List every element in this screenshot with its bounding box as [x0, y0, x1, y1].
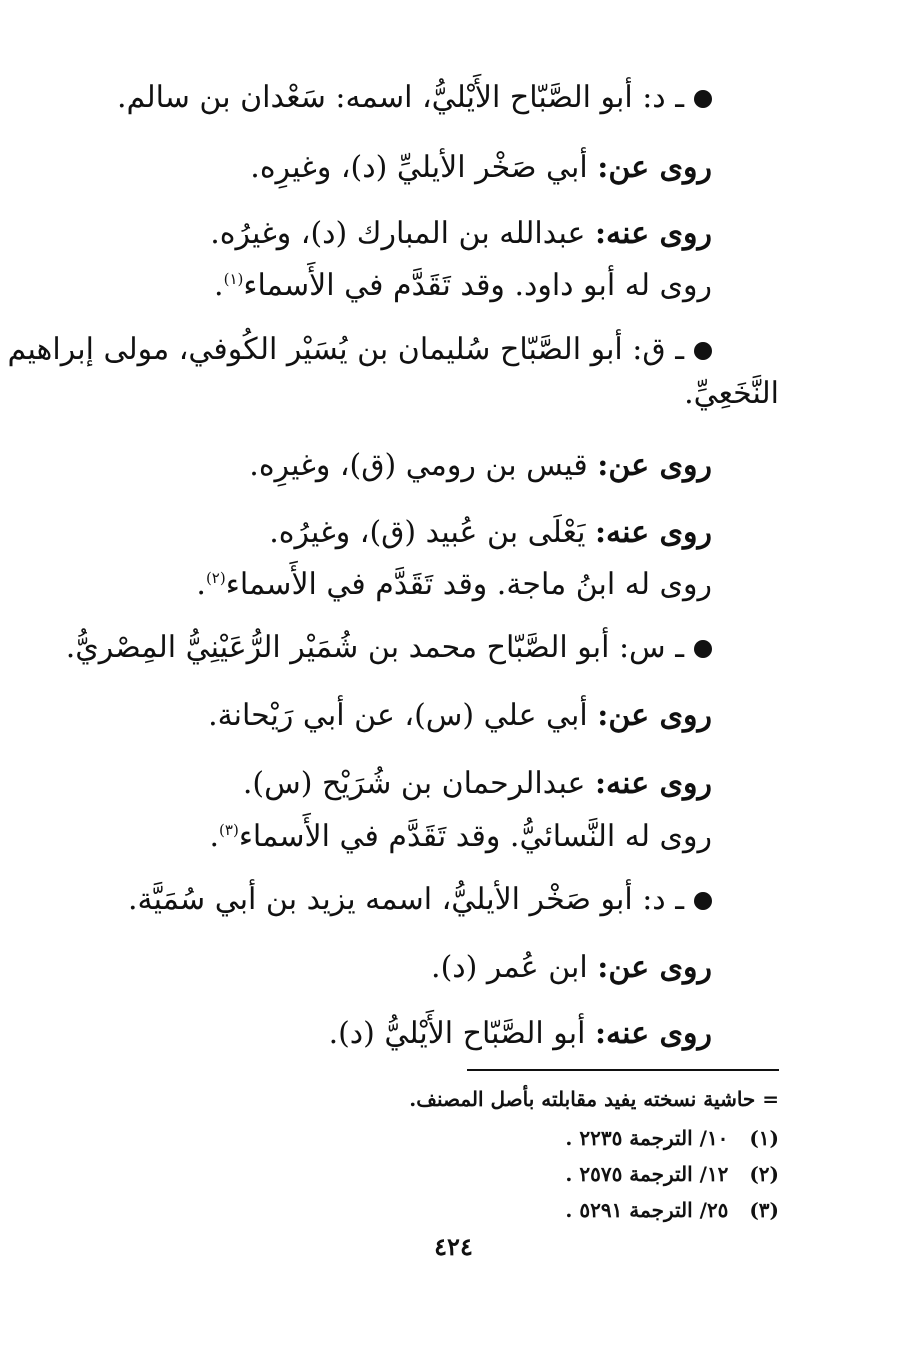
- entry-3-riwaya-anhu: روى عنه: عبدالرحمان بن شُرَيْح (س).: [242, 766, 712, 801]
- footnote-ref[interactable]: (٣): [219, 821, 239, 839]
- entry-1-heading: ـ د: أبو الصَّبّاح الأَيْليُّ، اسمه: سَعْدان بن سالم.: [117, 76, 712, 120]
- entry-2-note: روى له ابنُ ماجة. وقد تَقَدَّم في الأَسماء$^{(٢)}$.: [196, 567, 712, 602]
- footnote-ref[interactable]: (١): [223, 270, 244, 288]
- entry-4-heading: ـ د: أبو صَخْر الأيليُّ، اسمه يزيد بن أبي سُمَيَّة.: [128, 878, 712, 922]
- footnote-ref[interactable]: (٢): [205, 569, 226, 587]
- entry-2-riwaya-an: روى عن: قيس بن رومي (ق)، وغيرِه.: [249, 448, 712, 483]
- entry-2-heading-cont: النَّخَعِيِّ.: [684, 376, 779, 411]
- bullet-icon: [694, 640, 712, 658]
- entry-3-riwaya-an: روى عن: أبي علي (س)، عن أبي رَيْحانة.: [208, 698, 712, 733]
- entry-4-riwaya-anhu: روى عنه: أبو الصَّبّاح الأَيْليُّ (د).: [328, 1016, 712, 1051]
- bullet-icon: [694, 892, 712, 910]
- footnote-divider: [467, 1069, 779, 1071]
- page-number: ٤٢٤: [434, 1232, 473, 1261]
- entry-4-riwaya-an: روى عن: ابن عُمر (د).: [431, 950, 712, 985]
- footnote-item: (٣) ٢٥/ الترجمة ٥٢٩١ .: [565, 1198, 779, 1222]
- footnote-item: (١) ١٠/ الترجمة ٢٢٣٥ .: [565, 1126, 779, 1150]
- entry-2-riwaya-anhu: روى عنه: يَعْلَى بن عُبيد (ق)، وغيرُه.: [269, 515, 712, 550]
- footnote-item: (٢) ١٢/ الترجمة ٢٥٧٥ .: [565, 1162, 779, 1186]
- entry-1-note: روى له أبو داود. وقد تَقَدَّم في الأَسماء$^{(١)}$.: [214, 268, 712, 303]
- entry-3-heading: ـ س: أبو الصَّبّاح محمد بن شُمَيْر الرُّعَيْنِيُّ المِصْريُّ.: [66, 626, 712, 670]
- entry-3-note: روى له النَّسائيُّ. وقد تَقَدَّم في الأَسماء$^{(٣)}$.: [209, 819, 712, 854]
- entry-2-heading: ـ ق: أبو الصَّبّاح سُليمان بن يُسَيْر الكُوفي، مولى إبراهيم: [8, 328, 712, 372]
- bullet-icon: [694, 90, 712, 108]
- entry-1-riwaya-an: روى عن: أبي صَخْر الأيليِّ (د)، وغيرِه.: [250, 150, 712, 185]
- bullet-icon: [694, 342, 712, 360]
- footnote-continuation: = حاشية نسخته يفيد مقابلته بأصل المصنف.: [409, 1087, 779, 1111]
- entry-1-riwaya-anhu: روى عنه: عبدالله بن المبارك (د)، وغيرُه.: [210, 216, 712, 251]
